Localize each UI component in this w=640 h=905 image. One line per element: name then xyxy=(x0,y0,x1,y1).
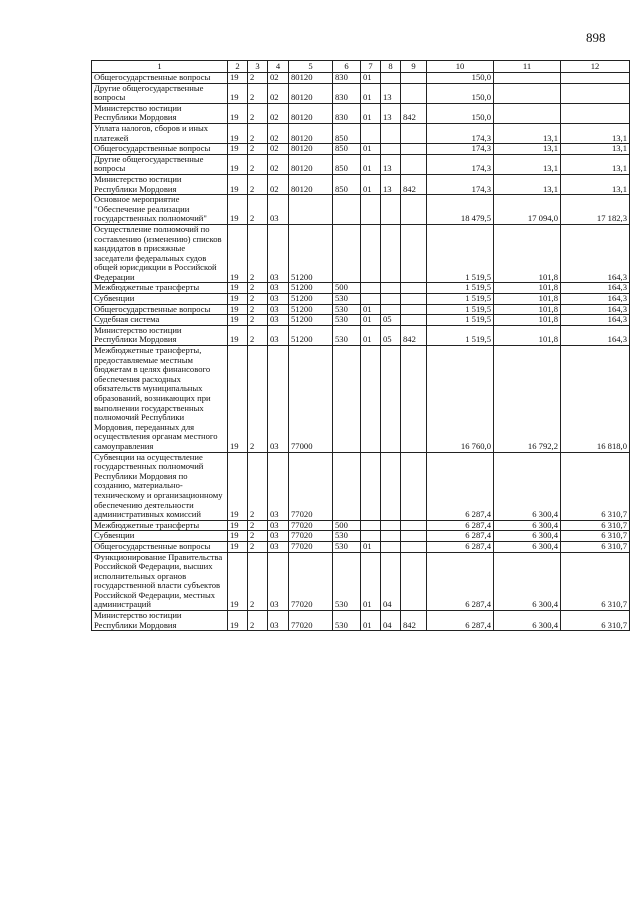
cell-glava: 19 xyxy=(228,325,248,345)
cell-vedomstvo xyxy=(401,315,427,326)
cell-name: Функционирование Правительства Российской Федерации, высших исполнительных органов государственной власти субъектов Российской Федерации, местных администраций xyxy=(92,552,228,611)
cell-sub-glava: 2 xyxy=(248,325,268,345)
cell-amount-11 xyxy=(494,103,561,123)
cell-amount-11: 13,1 xyxy=(494,174,561,194)
table-row xyxy=(92,144,630,155)
page-number: 898 xyxy=(586,30,606,45)
cell-sub-glava: 2 xyxy=(248,552,268,611)
cell-name: Другие общегосударственные вопросы xyxy=(92,154,228,174)
cell-sub-glava: 2 xyxy=(248,144,268,155)
cell-sub-glava: 2 xyxy=(248,123,268,143)
cell-group: 03 xyxy=(268,224,289,283)
cell-sub-glava: 2 xyxy=(248,304,268,315)
cell-razdel xyxy=(361,195,381,225)
cell-group: 03 xyxy=(268,325,289,345)
cell-name: Министерство юстиции Республики Мордовия xyxy=(92,103,228,123)
cell-vid: 530 xyxy=(333,552,361,611)
cell-podrazdel: 05 xyxy=(381,325,401,345)
cell-amount-10: 6 287,4 xyxy=(427,611,494,631)
cell-podrazdel xyxy=(381,224,401,283)
cell-glava: 19 xyxy=(228,552,248,611)
cell-razdel xyxy=(361,224,381,283)
cell-vid: 530 xyxy=(333,294,361,305)
cell-name: Министерство юстиции Республики Мордовия xyxy=(92,325,228,345)
cell-amount-10: 1 519,5 xyxy=(427,304,494,315)
column-header-10: 10 xyxy=(427,61,494,73)
cell-vid: 830 xyxy=(333,103,361,123)
cell-vid: 530 xyxy=(333,611,361,631)
cell-vid: 850 xyxy=(333,144,361,155)
cell-group: 03 xyxy=(268,611,289,631)
column-header-4: 4 xyxy=(268,61,289,73)
cell-vedomstvo xyxy=(401,73,427,84)
cell-name: Министерство юстиции Республики Мордовия xyxy=(92,174,228,194)
cell-code: 51200 xyxy=(289,304,333,315)
cell-group: 03 xyxy=(268,283,289,294)
cell-glava: 19 xyxy=(228,346,248,453)
table-row xyxy=(92,283,630,294)
cell-sub-glava: 2 xyxy=(248,73,268,84)
cell-vid: 530 xyxy=(333,304,361,315)
cell-sub-glava: 2 xyxy=(248,294,268,305)
cell-vedomstvo xyxy=(401,123,427,143)
cell-code: 80120 xyxy=(289,174,333,194)
cell-podrazdel: 13 xyxy=(381,154,401,174)
cell-amount-11: 6 300,4 xyxy=(494,611,561,631)
cell-name: Судебная система xyxy=(92,315,228,326)
cell-group: 03 xyxy=(268,531,289,542)
cell-amount-10: 18 479,5 xyxy=(427,195,494,225)
cell-podrazdel xyxy=(381,73,401,84)
column-header-3: 3 xyxy=(248,61,268,73)
table-row xyxy=(92,531,630,542)
table-row xyxy=(92,123,630,143)
cell-amount-10: 6 287,4 xyxy=(427,520,494,531)
cell-amount-12 xyxy=(561,83,630,103)
cell-name: Межбюджетные трансферты xyxy=(92,283,228,294)
cell-name: Общегосударственные вопросы xyxy=(92,304,228,315)
cell-razdel xyxy=(361,283,381,294)
cell-group: 02 xyxy=(268,144,289,155)
cell-glava: 19 xyxy=(228,154,248,174)
cell-amount-12 xyxy=(561,73,630,84)
cell-vedomstvo: 842 xyxy=(401,174,427,194)
cell-glava: 19 xyxy=(228,103,248,123)
cell-razdel: 01 xyxy=(361,315,381,326)
cell-group: 02 xyxy=(268,123,289,143)
cell-vid xyxy=(333,452,361,520)
cell-glava: 19 xyxy=(228,294,248,305)
cell-amount-10: 6 287,4 xyxy=(427,531,494,542)
cell-code: 80120 xyxy=(289,123,333,143)
cell-vid: 530 xyxy=(333,315,361,326)
cell-amount-11: 13,1 xyxy=(494,123,561,143)
column-header-2: 2 xyxy=(228,61,248,73)
cell-sub-glava: 2 xyxy=(248,315,268,326)
cell-glava: 19 xyxy=(228,304,248,315)
cell-podrazdel xyxy=(381,195,401,225)
cell-glava: 19 xyxy=(228,83,248,103)
cell-name: Уплата налогов, сборов и иных платежей xyxy=(92,123,228,143)
cell-vedomstvo xyxy=(401,83,427,103)
cell-group: 03 xyxy=(268,541,289,552)
cell-amount-11: 101,8 xyxy=(494,304,561,315)
cell-amount-11: 101,8 xyxy=(494,315,561,326)
cell-amount-12: 164,3 xyxy=(561,294,630,305)
column-header-5: 5 xyxy=(289,61,333,73)
cell-amount-11 xyxy=(494,73,561,84)
cell-vid: 850 xyxy=(333,174,361,194)
cell-razdel: 01 xyxy=(361,552,381,611)
table-row xyxy=(92,224,630,283)
cell-podrazdel: 04 xyxy=(381,552,401,611)
cell-sub-glava: 2 xyxy=(248,531,268,542)
cell-name: Осуществление полномочий по составлению (изменению) списков кандидатов в присяжные заседатели федеральных судов общей юрисдикции в Российской Федерации xyxy=(92,224,228,283)
cell-amount-12: 13,1 xyxy=(561,123,630,143)
cell-vid xyxy=(333,224,361,283)
cell-code: 77000 xyxy=(289,346,333,453)
table-row xyxy=(92,552,630,611)
cell-vedomstvo xyxy=(401,154,427,174)
cell-vedomstvo xyxy=(401,195,427,225)
table-row xyxy=(92,195,630,225)
cell-vid xyxy=(333,195,361,225)
cell-vid: 850 xyxy=(333,154,361,174)
cell-amount-12: 6 310,7 xyxy=(561,541,630,552)
cell-amount-12: 6 310,7 xyxy=(561,531,630,542)
cell-amount-10: 174,3 xyxy=(427,174,494,194)
cell-podrazdel: 13 xyxy=(381,83,401,103)
cell-code: 77020 xyxy=(289,531,333,542)
cell-razdel: 01 xyxy=(361,611,381,631)
cell-vedomstvo xyxy=(401,541,427,552)
cell-razdel xyxy=(361,452,381,520)
cell-name: Межбюджетные трансферты, предоставляемые местным бюджетам в целях финансового обеспечения расходных обязательств муниципальных образований, возникающих при выполнении государственных полномочий Республики Мордовия, переданных для осуществления органам местного самоуправления xyxy=(92,346,228,453)
cell-razdel: 01 xyxy=(361,73,381,84)
cell-name: Субвенции xyxy=(92,531,228,542)
cell-amount-10: 1 519,5 xyxy=(427,224,494,283)
cell-code: 77020 xyxy=(289,520,333,531)
cell-glava: 19 xyxy=(228,73,248,84)
cell-razdel: 01 xyxy=(361,83,381,103)
table-row xyxy=(92,346,630,453)
header-row xyxy=(92,61,630,73)
table-row xyxy=(92,83,630,103)
cell-code: 51200 xyxy=(289,224,333,283)
cell-amount-10: 1 519,5 xyxy=(427,325,494,345)
cell-podrazdel: 13 xyxy=(381,103,401,123)
cell-amount-10: 1 519,5 xyxy=(427,315,494,326)
table-row xyxy=(92,452,630,520)
cell-vedomstvo xyxy=(401,346,427,453)
cell-podrazdel xyxy=(381,123,401,143)
cell-sub-glava: 2 xyxy=(248,154,268,174)
cell-vedomstvo xyxy=(401,224,427,283)
cell-amount-11: 101,8 xyxy=(494,325,561,345)
cell-amount-11: 101,8 xyxy=(494,283,561,294)
cell-podrazdel xyxy=(381,346,401,453)
cell-sub-glava: 2 xyxy=(248,174,268,194)
cell-name: Другие общегосударственные вопросы xyxy=(92,83,228,103)
cell-sub-glava: 2 xyxy=(248,195,268,225)
cell-group: 03 xyxy=(268,315,289,326)
cell-group: 02 xyxy=(268,73,289,84)
column-header-8: 8 xyxy=(381,61,401,73)
cell-sub-glava: 2 xyxy=(248,103,268,123)
cell-code: 77020 xyxy=(289,541,333,552)
cell-code: 77020 xyxy=(289,452,333,520)
cell-code: 77020 xyxy=(289,611,333,631)
cell-glava: 19 xyxy=(228,123,248,143)
cell-code: 51200 xyxy=(289,294,333,305)
cell-podrazdel xyxy=(381,144,401,155)
cell-podrazdel: 13 xyxy=(381,174,401,194)
cell-amount-12: 13,1 xyxy=(561,144,630,155)
column-header-12: 12 xyxy=(561,61,630,73)
cell-podrazdel: 05 xyxy=(381,315,401,326)
cell-sub-glava: 2 xyxy=(248,541,268,552)
cell-amount-12: 6 310,7 xyxy=(561,552,630,611)
table-row xyxy=(92,315,630,326)
cell-razdel: 01 xyxy=(361,325,381,345)
cell-code: 77020 xyxy=(289,552,333,611)
cell-podrazdel xyxy=(381,541,401,552)
cell-amount-11: 13,1 xyxy=(494,154,561,174)
cell-podrazdel xyxy=(381,304,401,315)
cell-razdel: 01 xyxy=(361,154,381,174)
cell-amount-11: 17 094,0 xyxy=(494,195,561,225)
cell-code: 51200 xyxy=(289,283,333,294)
cell-sub-glava: 2 xyxy=(248,346,268,453)
cell-amount-10: 150,0 xyxy=(427,83,494,103)
cell-group: 03 xyxy=(268,304,289,315)
cell-podrazdel xyxy=(381,531,401,542)
cell-podrazdel xyxy=(381,283,401,294)
cell-glava: 19 xyxy=(228,611,248,631)
column-header-6: 6 xyxy=(333,61,361,73)
cell-podrazdel xyxy=(381,520,401,531)
cell-glava: 19 xyxy=(228,452,248,520)
column-header-11: 11 xyxy=(494,61,561,73)
cell-sub-glava: 2 xyxy=(248,452,268,520)
cell-vid: 850 xyxy=(333,123,361,143)
cell-name: Общегосударственные вопросы xyxy=(92,144,228,155)
table-row xyxy=(92,520,630,531)
cell-vid: 500 xyxy=(333,283,361,294)
cell-code: 80120 xyxy=(289,144,333,155)
cell-amount-12: 16 818,0 xyxy=(561,346,630,453)
cell-amount-11: 16 792,2 xyxy=(494,346,561,453)
cell-name: Основное мероприятие "Обеспечение реализации государственных полномочий" xyxy=(92,195,228,225)
budget-table xyxy=(91,60,630,631)
cell-glava: 19 xyxy=(228,174,248,194)
cell-amount-12: 164,3 xyxy=(561,325,630,345)
cell-amount-10: 6 287,4 xyxy=(427,541,494,552)
cell-vedomstvo xyxy=(401,304,427,315)
cell-amount-11: 6 300,4 xyxy=(494,520,561,531)
cell-vedomstvo: 842 xyxy=(401,103,427,123)
cell-amount-11: 6 300,4 xyxy=(494,541,561,552)
cell-vedomstvo: 842 xyxy=(401,611,427,631)
cell-vid: 830 xyxy=(333,83,361,103)
cell-glava: 19 xyxy=(228,541,248,552)
cell-razdel xyxy=(361,346,381,453)
cell-glava: 19 xyxy=(228,520,248,531)
cell-razdel: 01 xyxy=(361,174,381,194)
cell-amount-10: 1 519,5 xyxy=(427,294,494,305)
cell-group: 02 xyxy=(268,83,289,103)
cell-sub-glava: 2 xyxy=(248,283,268,294)
cell-razdel xyxy=(361,520,381,531)
cell-amount-12 xyxy=(561,103,630,123)
cell-amount-10: 174,3 xyxy=(427,123,494,143)
cell-name: Субвенции на осуществление государственных полномочий Республики Мордовия по созданию, материально-техническому и организационному обеспечению деятельности административных комиссий xyxy=(92,452,228,520)
cell-amount-11 xyxy=(494,83,561,103)
cell-vid: 830 xyxy=(333,73,361,84)
cell-group: 03 xyxy=(268,452,289,520)
cell-amount-12: 6 310,7 xyxy=(561,452,630,520)
cell-amount-12: 6 310,7 xyxy=(561,611,630,631)
cell-razdel xyxy=(361,531,381,542)
cell-code xyxy=(289,195,333,225)
cell-podrazdel xyxy=(381,294,401,305)
cell-name: Общегосударственные вопросы xyxy=(92,541,228,552)
cell-razdel: 01 xyxy=(361,103,381,123)
cell-amount-12: 164,3 xyxy=(561,224,630,283)
cell-amount-12: 13,1 xyxy=(561,154,630,174)
cell-glava: 19 xyxy=(228,195,248,225)
cell-group: 03 xyxy=(268,552,289,611)
cell-vedomstvo: 842 xyxy=(401,325,427,345)
cell-razdel: 01 xyxy=(361,304,381,315)
cell-name: Общегосударственные вопросы xyxy=(92,73,228,84)
cell-glava: 19 xyxy=(228,531,248,542)
cell-vid: 530 xyxy=(333,541,361,552)
cell-amount-10: 150,0 xyxy=(427,73,494,84)
cell-vid xyxy=(333,346,361,453)
cell-glava: 19 xyxy=(228,315,248,326)
cell-vid: 530 xyxy=(333,531,361,542)
cell-amount-12: 13,1 xyxy=(561,174,630,194)
cell-amount-10: 6 287,4 xyxy=(427,452,494,520)
cell-sub-glava: 2 xyxy=(248,611,268,631)
cell-amount-10: 174,3 xyxy=(427,144,494,155)
cell-amount-11: 6 300,4 xyxy=(494,531,561,542)
cell-vedomstvo xyxy=(401,294,427,305)
cell-amount-12: 164,3 xyxy=(561,315,630,326)
cell-vedomstvo xyxy=(401,552,427,611)
cell-amount-11: 6 300,4 xyxy=(494,452,561,520)
cell-code: 80120 xyxy=(289,103,333,123)
cell-vedomstvo xyxy=(401,531,427,542)
cell-razdel: 01 xyxy=(361,541,381,552)
cell-vedomstvo xyxy=(401,452,427,520)
cell-amount-10: 150,0 xyxy=(427,103,494,123)
cell-glava: 19 xyxy=(228,283,248,294)
cell-amount-11: 101,8 xyxy=(494,294,561,305)
cell-code: 80120 xyxy=(289,154,333,174)
table-row xyxy=(92,304,630,315)
table-body xyxy=(92,73,630,631)
table-row xyxy=(92,294,630,305)
cell-group: 02 xyxy=(268,174,289,194)
table-row xyxy=(92,154,630,174)
cell-vid: 500 xyxy=(333,520,361,531)
cell-razdel xyxy=(361,294,381,305)
cell-amount-10: 174,3 xyxy=(427,154,494,174)
cell-amount-10: 6 287,4 xyxy=(427,552,494,611)
table-row xyxy=(92,73,630,84)
cell-sub-glava: 2 xyxy=(248,83,268,103)
cell-amount-12: 17 182,3 xyxy=(561,195,630,225)
cell-group: 03 xyxy=(268,195,289,225)
cell-code: 51200 xyxy=(289,315,333,326)
cell-vedomstvo xyxy=(401,144,427,155)
cell-group: 02 xyxy=(268,154,289,174)
cell-code: 80120 xyxy=(289,83,333,103)
column-header-1: 1 xyxy=(92,61,228,73)
table-row xyxy=(92,611,630,631)
cell-sub-glava: 2 xyxy=(248,224,268,283)
cell-amount-12: 164,3 xyxy=(561,304,630,315)
cell-glava: 19 xyxy=(228,144,248,155)
cell-amount-10: 1 519,5 xyxy=(427,283,494,294)
cell-sub-glava: 2 xyxy=(248,520,268,531)
cell-group: 03 xyxy=(268,346,289,453)
cell-group: 03 xyxy=(268,294,289,305)
cell-name: Межбюджетные трансферты xyxy=(92,520,228,531)
table-row xyxy=(92,325,630,345)
cell-amount-11: 101,8 xyxy=(494,224,561,283)
cell-amount-11: 13,1 xyxy=(494,144,561,155)
cell-razdel: 01 xyxy=(361,144,381,155)
table-row xyxy=(92,174,630,194)
cell-name: Субвенции xyxy=(92,294,228,305)
cell-code: 51200 xyxy=(289,325,333,345)
cell-vedomstvo xyxy=(401,520,427,531)
cell-group: 02 xyxy=(268,103,289,123)
column-header-7: 7 xyxy=(361,61,381,73)
cell-amount-11: 6 300,4 xyxy=(494,552,561,611)
table-row xyxy=(92,541,630,552)
cell-glava: 19 xyxy=(228,224,248,283)
cell-vedomstvo xyxy=(401,283,427,294)
cell-vid: 530 xyxy=(333,325,361,345)
cell-podrazdel xyxy=(381,452,401,520)
cell-amount-10: 16 760,0 xyxy=(427,346,494,453)
cell-group: 03 xyxy=(268,520,289,531)
cell-code: 80120 xyxy=(289,73,333,84)
cell-podrazdel: 04 xyxy=(381,611,401,631)
cell-amount-12: 6 310,7 xyxy=(561,520,630,531)
cell-razdel xyxy=(361,123,381,143)
column-header-9: 9 xyxy=(401,61,427,73)
cell-name: Министерство юстиции Республики Мордовия xyxy=(92,611,228,631)
cell-amount-12: 164,3 xyxy=(561,283,630,294)
table-row xyxy=(92,103,630,123)
